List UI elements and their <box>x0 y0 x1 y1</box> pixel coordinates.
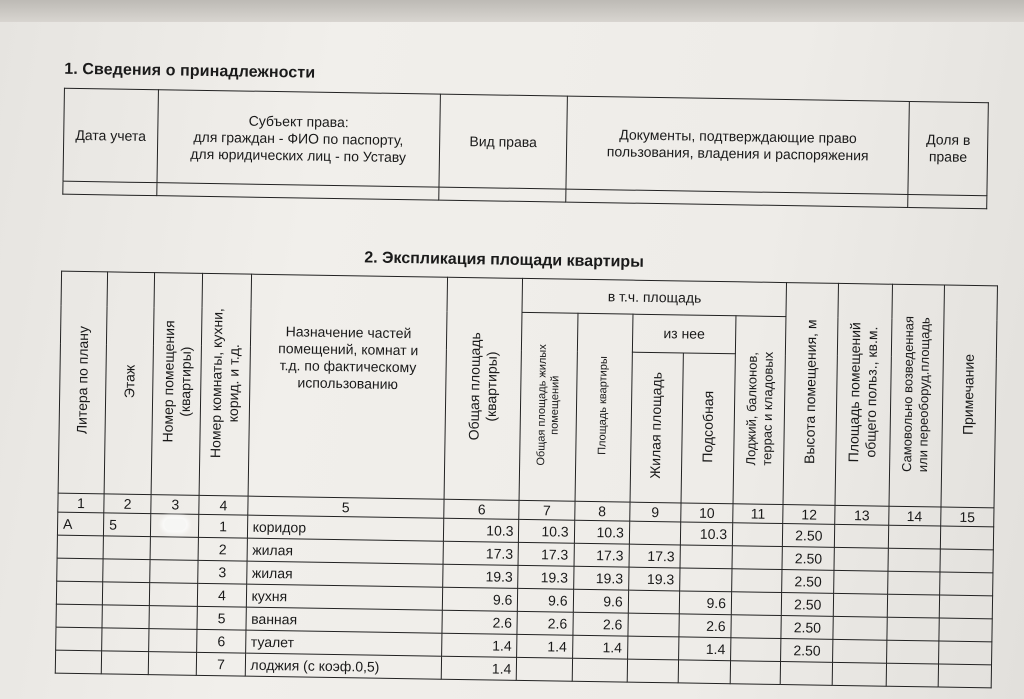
empty-cell <box>833 662 887 686</box>
col-living <box>630 352 684 503</box>
cell-apt-area: 17.3 <box>574 543 630 567</box>
purpose-line-3: т.д. по фактическому <box>279 357 417 376</box>
cell-total-living: 1.4 <box>517 634 573 658</box>
cell-height <box>780 662 833 686</box>
illegal-line-2: или переоборуд.площадь <box>915 316 933 472</box>
empty-cell <box>938 664 992 688</box>
col-liter <box>58 271 108 494</box>
col-loggias <box>733 316 786 505</box>
total-living-line-1: Общая площадь жилых <box>534 343 549 466</box>
share-line-1: Доля в <box>926 131 971 148</box>
empty-cell <box>833 616 887 640</box>
incl-area-header: в т.ч. площадь <box>522 278 786 316</box>
apt-no-label <box>159 321 195 444</box>
empty-cell <box>886 663 939 687</box>
empty-cell <box>908 194 987 208</box>
loggias-line-1: Лоджий, балконов, <box>742 351 760 465</box>
explication-table <box>55 271 998 689</box>
empty-cell <box>834 570 888 594</box>
cell-apt-no <box>149 606 197 630</box>
apt-no-line-1: Номер помещения <box>159 320 178 444</box>
col-number: 1 <box>58 493 104 513</box>
empty-cell <box>731 615 782 639</box>
loggias-line-2: террас и кладовых <box>758 351 776 466</box>
col-number: 5 <box>247 496 444 518</box>
cell-apt-no <box>150 537 198 561</box>
col-number: 7 <box>519 500 574 520</box>
subject-line-2: для граждан - ФИО по паспорту, <box>193 128 404 148</box>
cell-room: 6 <box>197 629 245 653</box>
empty-cell <box>887 571 940 595</box>
empty-cell <box>940 549 994 573</box>
empty-cell <box>940 526 994 550</box>
empty-cell <box>731 638 782 662</box>
total-line-1: Общая площадь <box>465 332 484 441</box>
col-number: 12 <box>783 505 835 525</box>
subject-line-1: Субъект права: <box>248 112 349 130</box>
empty-cell <box>732 546 783 570</box>
auxiliary-label: Подсобная <box>699 390 717 463</box>
section2-title: 2. Экспликация площади квартиры <box>364 249 644 271</box>
empty-cell <box>888 548 941 572</box>
cell-aux: 1.4 <box>678 637 731 661</box>
col-number: 2 <box>104 494 151 514</box>
cell-total: 2.6 <box>442 610 518 634</box>
empty-cell <box>834 547 888 571</box>
cell-total: 1.4 <box>441 656 517 680</box>
section1-title: 1. Сведения о принадлежности <box>64 60 316 82</box>
cell-total: 17.3 <box>443 541 519 565</box>
cell-aux: 9.6 <box>679 591 732 615</box>
room-no-line-1: Номер комнаты, кухни, <box>207 307 226 458</box>
living-label: Жилая площадь <box>647 372 665 479</box>
cell-total: 1.4 <box>442 633 518 657</box>
total-line-2: (квартиры) <box>483 351 501 423</box>
cell-apt-area: 9.6 <box>573 589 629 613</box>
cell-floor <box>102 582 149 606</box>
common-line-1: Площадь помещений <box>845 322 864 463</box>
empty-cell <box>731 592 782 616</box>
empty-cell <box>63 181 157 195</box>
ownership-col-right-type: Вид права <box>439 94 568 189</box>
cell-living: 19.3 <box>628 567 680 591</box>
height-label: Высота помещения, м <box>801 319 820 465</box>
cell-floor <box>102 628 149 652</box>
cell-living: 17.3 <box>629 544 681 568</box>
cell-liter: А <box>57 512 103 536</box>
total-label <box>466 332 502 441</box>
cell-height: 2.50 <box>782 570 835 594</box>
empty-cell <box>888 525 941 549</box>
col-apt-area <box>575 313 633 502</box>
loggias-label <box>743 351 777 465</box>
cell-total-living: 9.6 <box>518 588 574 612</box>
cell-height: 2.50 <box>781 616 834 640</box>
cell-total-living: 19.3 <box>518 565 574 589</box>
form-sheet <box>9 22 1024 699</box>
cell-apt-area: 10.3 <box>574 520 630 544</box>
share-line-2: праве <box>928 148 968 165</box>
cell-total: 9.6 <box>443 587 519 611</box>
col-purpose <box>248 274 448 499</box>
ownership-col-share <box>908 101 988 195</box>
docs-line-1: Документы, подтверждающие право <box>619 126 857 147</box>
cell-aux: 2.6 <box>679 614 732 638</box>
cell-purpose: кухня <box>246 584 443 610</box>
cell-liter <box>56 581 102 605</box>
cell-purpose: лоджия (с коэф.0,5) <box>245 653 442 679</box>
cell-height: 2.50 <box>783 524 836 548</box>
empty-cell <box>939 618 993 642</box>
cell-total-living: 17.3 <box>518 542 574 566</box>
ownership-col-date: Дата учета <box>63 88 158 182</box>
cell-apt-no <box>149 652 197 676</box>
cell-apt-area: 19.3 <box>573 566 629 590</box>
cell-purpose: туалет <box>245 630 442 656</box>
col-note <box>941 285 998 508</box>
col-floor <box>104 272 155 495</box>
cell-purpose: ванная <box>246 607 443 633</box>
redaction-mark <box>164 518 186 530</box>
cell-apt-area: 2.6 <box>573 612 629 636</box>
col-number: 14 <box>888 506 940 526</box>
subject-line-3: для юридических лиц - по Уставу <box>190 145 407 165</box>
liter-label: Литера по плану <box>73 326 92 435</box>
cell-apt-no <box>150 560 198 584</box>
empty-cell <box>732 523 783 547</box>
empty-cell <box>730 661 781 685</box>
apt-no-line-2: (квартиры) <box>176 346 194 418</box>
cell-liter <box>56 604 102 628</box>
cell-apt-no <box>150 583 198 607</box>
cell-aux <box>680 568 733 592</box>
docs-line-2: пользования, владения и распоряжения <box>606 143 869 164</box>
empty-cell <box>438 187 566 202</box>
cell-floor <box>103 536 150 560</box>
cell-room: 1 <box>199 514 247 538</box>
cell-apt-area <box>572 658 628 682</box>
cell-liter <box>56 627 102 651</box>
cell-living <box>628 590 680 614</box>
cell-room: 5 <box>197 606 245 630</box>
cell-apt-no <box>151 514 199 538</box>
cell-total-living: 2.6 <box>517 611 573 635</box>
cell-purpose: коридор <box>247 515 444 541</box>
note-label: Примечание <box>959 353 978 436</box>
col-total <box>444 277 523 500</box>
empty-cell <box>886 640 939 664</box>
cell-floor <box>102 605 149 629</box>
col-number: 15 <box>940 507 994 527</box>
cell-room: 3 <box>198 560 246 584</box>
cell-living <box>628 613 680 637</box>
ownership-col-documents <box>566 96 909 194</box>
cell-apt-area: 1.4 <box>572 635 628 659</box>
col-illegal <box>889 284 945 507</box>
cell-total-living: 10.3 <box>519 519 575 543</box>
cell-height: 2.50 <box>781 639 834 663</box>
col-number: 8 <box>574 501 629 521</box>
ownership-col-subject <box>157 90 440 187</box>
col-number: 10 <box>681 503 733 523</box>
empty-cell <box>835 524 889 548</box>
purpose-line-1: Назначение частей <box>285 323 412 342</box>
illegal-line-1: Самовольно возведенная <box>899 315 917 472</box>
cell-height: 2.50 <box>782 547 835 571</box>
cell-floor <box>103 559 150 583</box>
apt-area-label: Площадь квартиры <box>596 356 610 456</box>
cell-total-living <box>517 657 573 681</box>
cell-purpose: жилая <box>247 538 444 564</box>
cell-living <box>627 636 679 660</box>
col-auxiliary <box>681 353 736 504</box>
common-label <box>846 322 882 463</box>
col-total-living <box>519 312 577 501</box>
cell-liter <box>57 535 103 559</box>
cell-aux <box>680 545 733 569</box>
cell-floor <box>101 651 148 675</box>
empty-cell <box>939 572 993 596</box>
cell-liter <box>55 650 101 674</box>
col-height <box>783 283 839 506</box>
col-room-no <box>200 273 252 496</box>
empty-cell <box>834 593 888 617</box>
col-number: 13 <box>835 505 888 525</box>
cell-aux: 10.3 <box>680 522 733 546</box>
page-edge <box>0 0 1024 22</box>
col-number: 3 <box>151 495 199 515</box>
room-no-line-2: корид. и т.д. <box>224 343 242 423</box>
cell-floor: 5 <box>104 513 151 537</box>
empty-cell <box>887 594 940 618</box>
purpose-line-2: помещений, комнат и <box>278 340 419 359</box>
floor-label: Этаж <box>120 364 138 399</box>
total-living-label <box>535 344 563 466</box>
ownership-header-row <box>63 88 988 196</box>
col-number: 4 <box>199 495 247 515</box>
illegal-label <box>899 315 933 471</box>
col-common <box>835 283 892 506</box>
cell-height: 2.50 <box>782 593 835 617</box>
empty-cell <box>939 595 993 619</box>
cell-room: 7 <box>197 652 245 676</box>
common-line-2: общего польз., кв.м. <box>862 327 881 459</box>
ownership-table <box>62 88 989 210</box>
cell-apt-no <box>149 629 197 653</box>
cell-aux <box>678 660 731 684</box>
cell-total: 19.3 <box>443 564 519 588</box>
empty-cell <box>732 569 783 593</box>
cell-total: 10.3 <box>444 518 520 542</box>
cell-purpose: жилая <box>246 561 443 587</box>
cell-room: 2 <box>198 537 246 561</box>
cell-living <box>627 659 679 683</box>
empty-cell <box>886 617 939 641</box>
col-number: 6 <box>444 499 520 519</box>
cell-living <box>629 521 681 545</box>
cell-liter <box>57 558 103 582</box>
room-no-label <box>207 308 243 458</box>
purpose-line-4: использованию <box>297 374 399 392</box>
col-apt-no <box>151 273 203 496</box>
cell-room: 4 <box>198 583 246 607</box>
col-number: 9 <box>630 502 681 522</box>
of-it-header: из нее <box>632 314 736 354</box>
empty-cell <box>938 641 992 665</box>
empty-cell <box>833 639 887 663</box>
total-living-line-2: помещений <box>548 375 562 435</box>
col-number: 11 <box>733 504 783 524</box>
